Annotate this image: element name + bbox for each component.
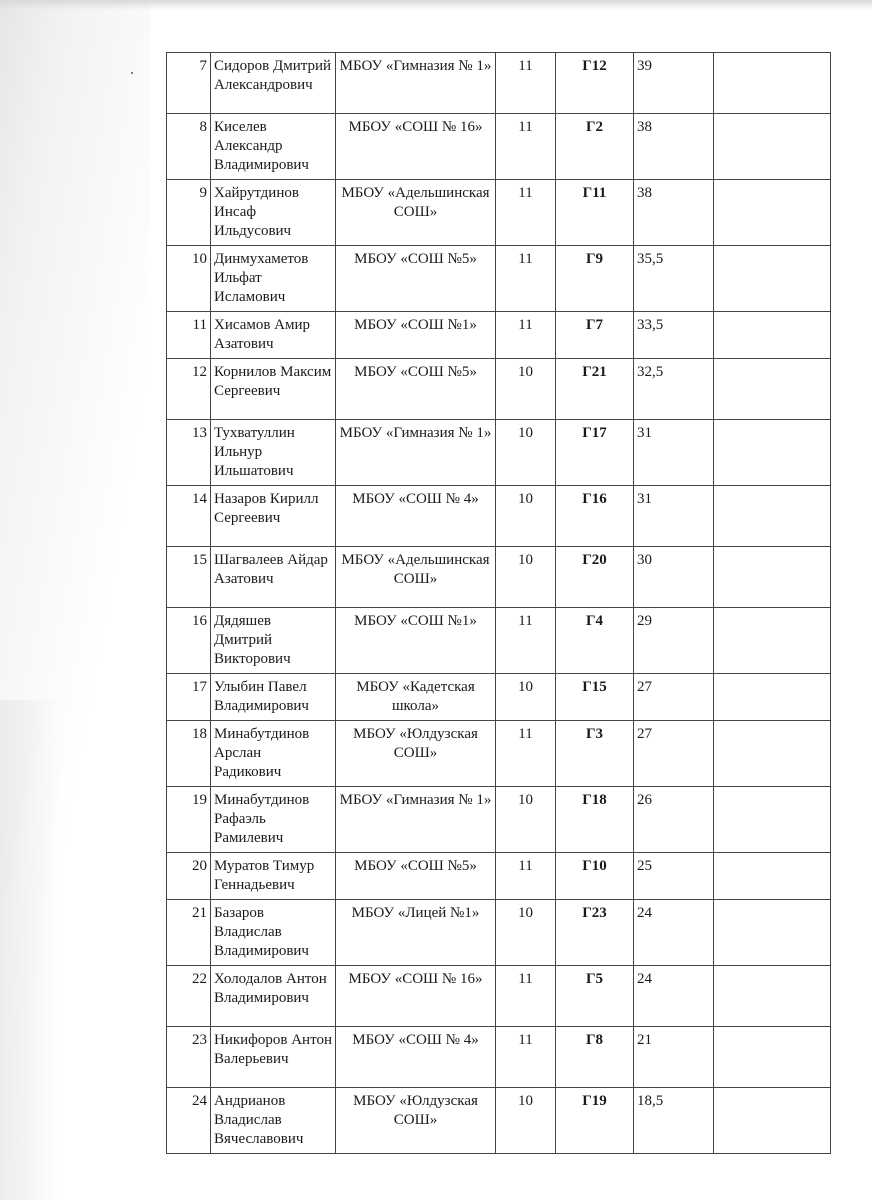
- cell-school: МБОУ «СОШ №5»: [336, 246, 496, 312]
- cell-code: Г15: [556, 674, 634, 721]
- cell-number: 20: [167, 853, 211, 900]
- cell-empty: [714, 180, 831, 246]
- table-row: [167, 674, 831, 721]
- cell-number: 13: [167, 420, 211, 486]
- cell-number: 17: [167, 674, 211, 721]
- cell-code: Г7: [556, 312, 634, 359]
- cell-school: МБОУ «Лицей №1»: [336, 900, 496, 966]
- cell-score: 38: [634, 114, 714, 180]
- scan-shadow-top: [0, 0, 872, 10]
- cell-number: 15: [167, 547, 211, 608]
- cell-number: 8: [167, 114, 211, 180]
- cell-name: Дядяшев Дмитрий Викторович: [211, 608, 336, 674]
- table-row: [167, 114, 831, 180]
- cell-code: Г9: [556, 246, 634, 312]
- cell-score: 29: [634, 608, 714, 674]
- cell-empty: [714, 787, 831, 853]
- table-row: [167, 312, 831, 359]
- cell-name: Хисамов Амир Азатович: [211, 312, 336, 359]
- table-row: [167, 547, 831, 608]
- cell-number: 19: [167, 787, 211, 853]
- cell-name: Минабутдинов Рафаэль Рамилевич: [211, 787, 336, 853]
- table-row: [167, 420, 831, 486]
- cell-score: 21: [634, 1027, 714, 1088]
- cell-code: Г4: [556, 608, 634, 674]
- cell-score: 35,5: [634, 246, 714, 312]
- cell-school: МБОУ «Юлдузская СОШ»: [336, 721, 496, 787]
- cell-number: 16: [167, 608, 211, 674]
- cell-code: Г18: [556, 787, 634, 853]
- cell-grade: 10: [496, 547, 556, 608]
- cell-grade: 10: [496, 900, 556, 966]
- cell-school: МБОУ «СОШ № 4»: [336, 1027, 496, 1088]
- cell-empty: [714, 721, 831, 787]
- table-row: [167, 853, 831, 900]
- cell-grade: 11: [496, 53, 556, 114]
- cell-grade: 10: [496, 674, 556, 721]
- cell-code: Г23: [556, 900, 634, 966]
- cell-code: Г17: [556, 420, 634, 486]
- cell-number: 10: [167, 246, 211, 312]
- cell-score: 31: [634, 486, 714, 547]
- cell-number: 24: [167, 1088, 211, 1154]
- cell-school: МБОУ «Гимназия № 1»: [336, 420, 496, 486]
- table-row: [167, 787, 831, 853]
- cell-name: Киселев Александр Владимирович: [211, 114, 336, 180]
- cell-score: 33,5: [634, 312, 714, 359]
- cell-number: 12: [167, 359, 211, 420]
- cell-code: Г2: [556, 114, 634, 180]
- cell-school: МБОУ «Адельшинская СОШ»: [336, 547, 496, 608]
- cell-score: 27: [634, 674, 714, 721]
- cell-number: 14: [167, 486, 211, 547]
- cell-empty: [714, 246, 831, 312]
- cell-score: 32,5: [634, 359, 714, 420]
- cell-grade: 10: [496, 787, 556, 853]
- cell-school: МБОУ «Адельшинская СОШ»: [336, 180, 496, 246]
- cell-number: 22: [167, 966, 211, 1027]
- cell-code: Г8: [556, 1027, 634, 1088]
- cell-name: Динмухаметов Ильфат Исламович: [211, 246, 336, 312]
- cell-school: МБОУ «СОШ № 4»: [336, 486, 496, 547]
- cell-name: Назаров Кирилл Сергеевич: [211, 486, 336, 547]
- table-row: [167, 608, 831, 674]
- cell-code: Г20: [556, 547, 634, 608]
- cell-code: Г12: [556, 53, 634, 114]
- cell-score: 39: [634, 53, 714, 114]
- cell-number: 23: [167, 1027, 211, 1088]
- cell-number: 21: [167, 900, 211, 966]
- cell-code: Г3: [556, 721, 634, 787]
- results-table: [166, 52, 831, 1154]
- table-row: [167, 721, 831, 787]
- cell-code: Г5: [556, 966, 634, 1027]
- scan-speck: [131, 72, 133, 74]
- cell-school: МБОУ «Гимназия № 1»: [336, 787, 496, 853]
- cell-score: 24: [634, 900, 714, 966]
- table-row: [167, 1088, 831, 1154]
- cell-grade: 11: [496, 966, 556, 1027]
- cell-name: Шагвалеев Айдар Азатович: [211, 547, 336, 608]
- cell-code: Г19: [556, 1088, 634, 1154]
- cell-empty: [714, 674, 831, 721]
- cell-grade: 10: [496, 486, 556, 547]
- results-table-body: [167, 53, 831, 1154]
- cell-school: МБОУ «СОШ №5»: [336, 853, 496, 900]
- cell-score: 38: [634, 180, 714, 246]
- cell-grade: 11: [496, 608, 556, 674]
- cell-score: 25: [634, 853, 714, 900]
- cell-score: 24: [634, 966, 714, 1027]
- cell-name: Улыбин Павел Владимирович: [211, 674, 336, 721]
- cell-school: МБОУ «СОШ №1»: [336, 608, 496, 674]
- cell-empty: [714, 900, 831, 966]
- cell-grade: 11: [496, 1027, 556, 1088]
- cell-grade: 11: [496, 721, 556, 787]
- cell-empty: [714, 359, 831, 420]
- cell-number: 18: [167, 721, 211, 787]
- cell-number: 11: [167, 312, 211, 359]
- cell-code: Г11: [556, 180, 634, 246]
- cell-number: 9: [167, 180, 211, 246]
- cell-school: МБОУ «СОШ №1»: [336, 312, 496, 359]
- cell-score: 30: [634, 547, 714, 608]
- cell-score: 26: [634, 787, 714, 853]
- cell-grade: 11: [496, 114, 556, 180]
- table-row: [167, 53, 831, 114]
- cell-empty: [714, 608, 831, 674]
- cell-name: Минабутдинов Арслан Радикович: [211, 721, 336, 787]
- cell-empty: [714, 486, 831, 547]
- cell-code: Г10: [556, 853, 634, 900]
- table-row: [167, 359, 831, 420]
- cell-name: Тухватуллин Ильнур Ильшатович: [211, 420, 336, 486]
- scan-shadow-left-bottom: [0, 700, 60, 1200]
- cell-grade: 11: [496, 246, 556, 312]
- cell-code: Г21: [556, 359, 634, 420]
- cell-grade: 10: [496, 1088, 556, 1154]
- cell-school: МБОУ «СОШ № 16»: [336, 114, 496, 180]
- table-row: [167, 1027, 831, 1088]
- cell-school: МБОУ «Юлдузская СОШ»: [336, 1088, 496, 1154]
- cell-grade: 11: [496, 180, 556, 246]
- cell-empty: [714, 1088, 831, 1154]
- cell-name: Муратов Тимур Геннадьевич: [211, 853, 336, 900]
- cell-name: Сидоров Дмитрий Александрович: [211, 53, 336, 114]
- table-row: [167, 180, 831, 246]
- cell-school: МБОУ «Гимназия № 1»: [336, 53, 496, 114]
- cell-code: Г16: [556, 486, 634, 547]
- cell-grade: 11: [496, 312, 556, 359]
- cell-number: 7: [167, 53, 211, 114]
- cell-school: МБОУ «Кадетская школа»: [336, 674, 496, 721]
- cell-grade: 10: [496, 420, 556, 486]
- table-row: [167, 486, 831, 547]
- cell-school: МБОУ «СОШ № 16»: [336, 966, 496, 1027]
- cell-school: МБОУ «СОШ №5»: [336, 359, 496, 420]
- cell-name: Холодалов Антон Владимирович: [211, 966, 336, 1027]
- table-row: [167, 246, 831, 312]
- cell-empty: [714, 547, 831, 608]
- cell-empty: [714, 420, 831, 486]
- cell-grade: 10: [496, 359, 556, 420]
- cell-empty: [714, 966, 831, 1027]
- cell-score: 27: [634, 721, 714, 787]
- cell-name: Андрианов Владислав Вячеславович: [211, 1088, 336, 1154]
- cell-empty: [714, 53, 831, 114]
- cell-empty: [714, 312, 831, 359]
- cell-empty: [714, 853, 831, 900]
- cell-name: Никифоров Антон Валерьевич: [211, 1027, 336, 1088]
- cell-grade: 11: [496, 853, 556, 900]
- cell-score: 31: [634, 420, 714, 486]
- cell-empty: [714, 114, 831, 180]
- cell-name: Базаров Владислав Владимирович: [211, 900, 336, 966]
- table-row: [167, 966, 831, 1027]
- cell-name: Корнилов Максим Сергеевич: [211, 359, 336, 420]
- cell-empty: [714, 1027, 831, 1088]
- table-row: [167, 900, 831, 966]
- cell-score: 18,5: [634, 1088, 714, 1154]
- cell-name: Хайрутдинов Инсаф Ильдусович: [211, 180, 336, 246]
